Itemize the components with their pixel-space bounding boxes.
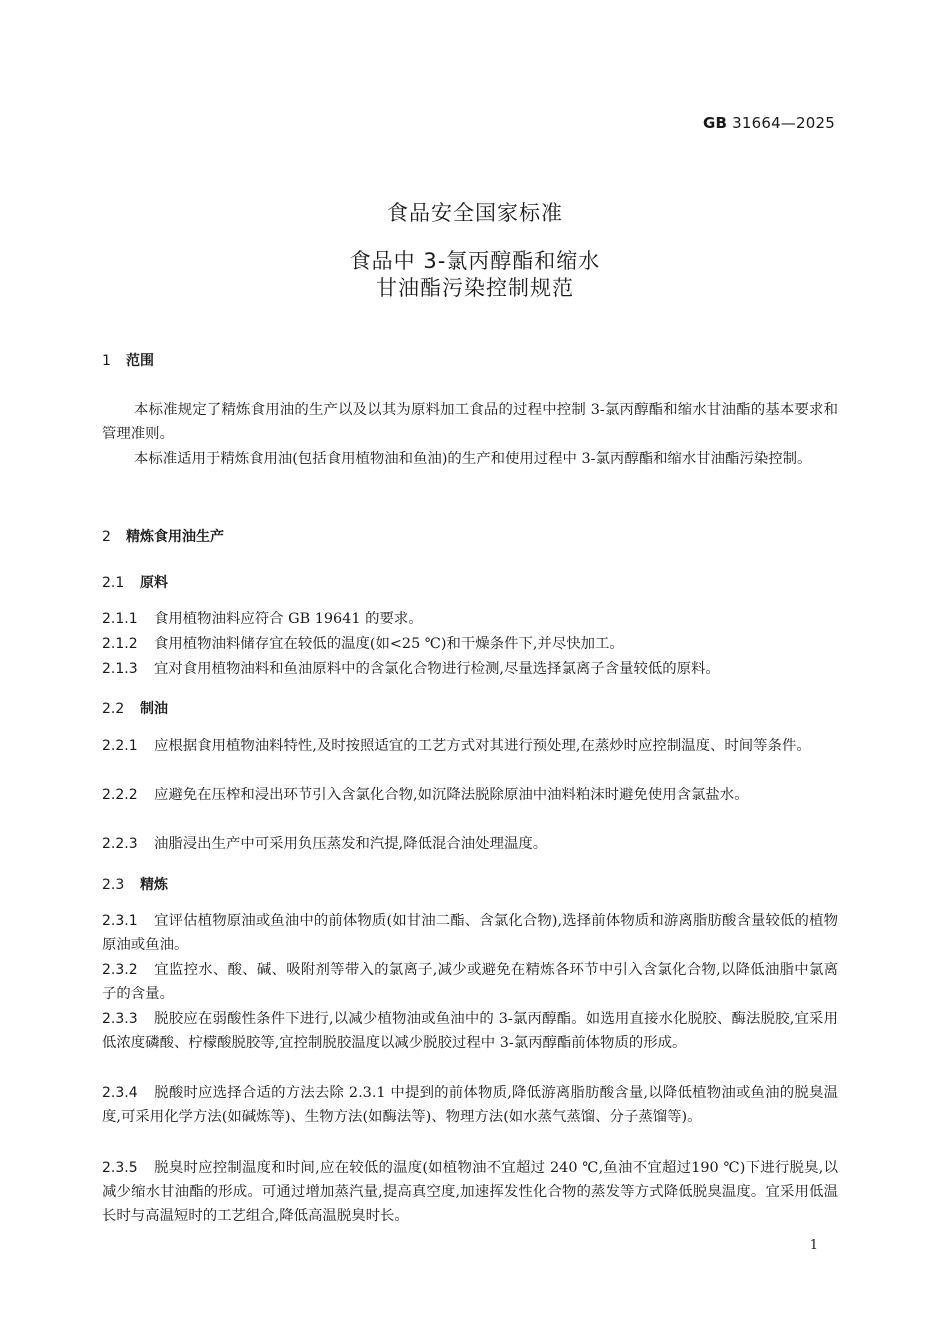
document-title: 食品安全国家标准: [387, 201, 563, 225]
standard-prefix: GB: [702, 114, 728, 132]
scope-paragraph-1: 本标准规定了精炼食用油的生产以及以其为原料加工食品的过程中控制 3-氯丙醇酯和缩水甘油酯的基本要求和管理准则。: [102, 402, 838, 442]
document-subtitle-line1: 食品中 3-氯丙醇酯和缩水: [349, 249, 601, 273]
subsection-number: 2.3: [102, 877, 125, 893]
subsection-number: 2.2: [102, 701, 125, 717]
clause-number: 2.1.3: [102, 661, 138, 677]
clause-number: 2.2.1: [102, 738, 138, 754]
subsection-heading-2-3: [102, 874, 168, 894]
subsection-number: 2.1: [102, 575, 125, 591]
clause-text: 应避免在压榨和浸出环节引入含氯化合物,如沉降法脱除原油中油料粕沫时避免使用含氯盐水。: [154, 787, 749, 803]
subsection-title: 精炼: [140, 877, 168, 893]
clause-text: 脱臭时应控制温度和时间,应在较低的温度(如植物油不宜超过 240 ℃,鱼油不宜超过190 ℃)下进行脱臭,以减少缩水甘油酯的形成。可通过增加蒸汽量,提高真空度,加速挥发性化合物的蒸发等方式降低脱臭温度。宜采用低温长时与高温短时的工艺组合,降低高温脱臭时长。: [102, 1160, 838, 1224]
section-heading-2: [102, 526, 224, 546]
standard-code: 31664—2025: [732, 114, 835, 132]
clause-number: 2.2.2: [102, 787, 138, 803]
clause-2-3-3: [102, 1007, 838, 1055]
standard-number: [703, 114, 835, 132]
subsection-heading-2-1: [102, 572, 168, 592]
clause-2-3-1: [102, 909, 838, 957]
clause-number: 2.3.2: [102, 962, 138, 978]
clause-text: 食用植物油料储存宜在较低的温度(如<25 ℃)和干燥条件下,并尽快加工。: [154, 636, 624, 652]
clause-number: 2.1.2: [102, 636, 138, 652]
clause-text: 食用植物油料应符合 GB 19641 的要求。: [154, 611, 423, 627]
subsection-title: 原料: [140, 575, 168, 591]
clause-text: 应根据食用植物油料特性,及时按照适宜的工艺方式对其进行预处理,在蒸炒时应控制温度、时间等条件。: [154, 738, 811, 754]
clause-number: 2.3.3: [102, 1011, 138, 1027]
subsection-heading-2-2: [102, 698, 168, 718]
clause-text: 宜对食用植物油料和鱼油原料中的含氯化合物进行检测,尽量选择氯离子含量较低的原料。: [154, 661, 720, 677]
clause-text: 脱酸时应选择合适的方法去除 2.3.1 中提到的前体物质,降低游离脂肪酸含量,以降低植物油或鱼油的脱臭温度,可采用化学方法(如碱炼等)、生物方法(如酶法等)、物理方法(如水蒸气蒸馏、分子蒸馏等)。: [102, 1085, 838, 1125]
clause-text: 油脂浸出生产中可采用负压蒸发和汽提,降低混合油处理温度。: [154, 836, 548, 852]
clause-2-3-4: [102, 1081, 838, 1129]
scope-paragraph-2: 本标准适用于精炼食用油(包括食用植物油和鱼油)的生产和使用过程中 3-氯丙醇酯和缩水甘油酯污染控制。: [134, 451, 812, 467]
clause-text: 宜监控水、酸、碱、吸附剂等带入的氯离子,减少或避免在精炼各环节中引入含氯化合物,以降低油脂中氯离子的含量。: [102, 962, 838, 1002]
clause-number: 2.1.1: [102, 611, 138, 627]
document-subtitle-line2: 甘油酯污染控制规范: [376, 276, 574, 300]
clause-number: 2.2.3: [102, 836, 138, 852]
section-heading-1: [102, 350, 154, 370]
clause-number: 2.3.5: [102, 1160, 138, 1176]
section-title: 范围: [126, 353, 154, 369]
clause-2-1-2: [102, 632, 838, 656]
subsection-title: 制油: [140, 701, 168, 717]
clause-2-2-1: [102, 734, 838, 758]
section-number: 2: [102, 529, 111, 545]
page-number: 1: [809, 1238, 818, 1253]
clause-2-2-3: [102, 832, 838, 856]
clause-2-3-5: [102, 1156, 838, 1228]
clause-text: 脱胶应在弱酸性条件下进行,以减少植物油或鱼油中的 3-氯丙醇酯。如选用直接水化脱胶、酶法脱胶,宜采用低浓度磷酸、柠檬酸脱胶等,宜控制脱胶温度以减少脱胶过程中 3-氯丙醇酯前体物质的形成。: [102, 1011, 838, 1051]
clause-number: 2.3.1: [102, 913, 138, 929]
clause-2-2-2: [102, 783, 838, 807]
clause-number: 2.3.4: [102, 1085, 138, 1101]
section-number: 1: [102, 353, 111, 369]
section-title: 精炼食用油生产: [126, 529, 224, 545]
clause-2-3-2: [102, 958, 838, 1006]
clause-2-1-1: [102, 607, 838, 631]
clause-text: 宜评估植物原油或鱼油中的前体物质(如甘油二酯、含氯化合物),选择前体物质和游离脂肪酸含量较低的植物原油或鱼油。: [102, 913, 838, 953]
clause-2-1-3: [102, 657, 838, 681]
